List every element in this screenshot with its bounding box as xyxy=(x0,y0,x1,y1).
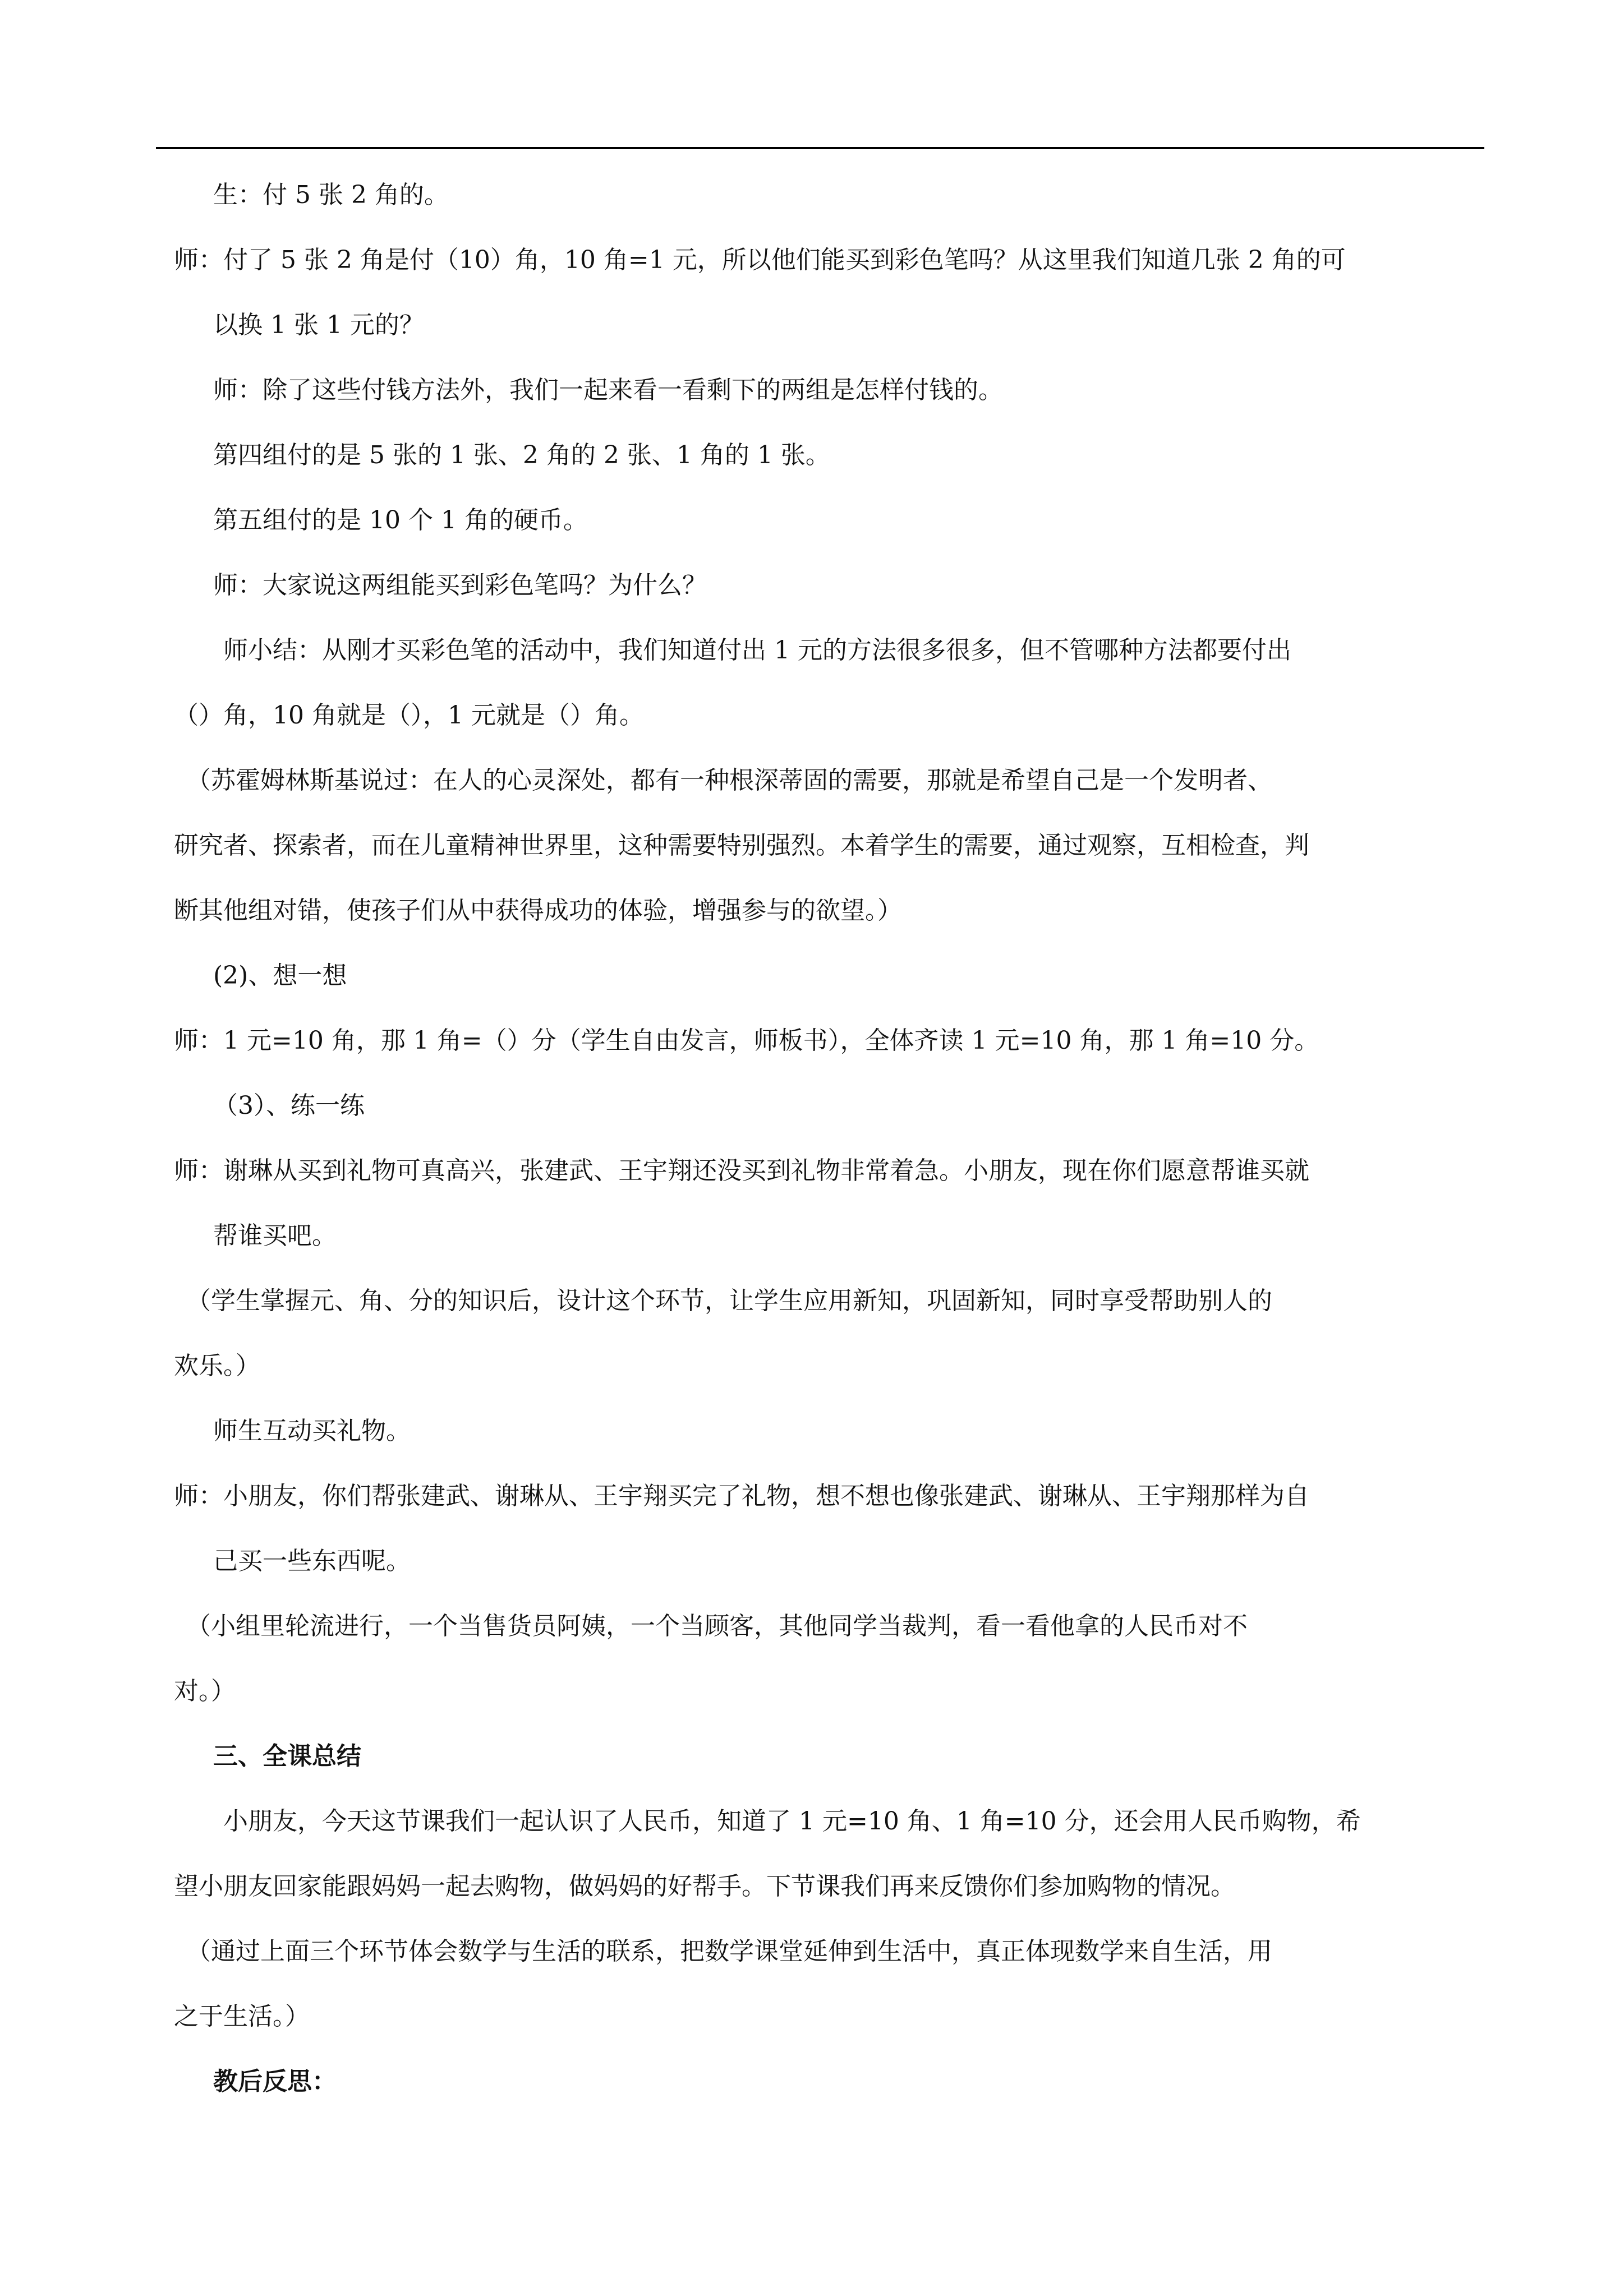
text-line: （小组里轮流进行，一个当售货员阿姨，一个当顾客，其他同学当裁判，看一看他拿的人民币对不 xyxy=(174,1612,1248,1640)
text-line: 师小结：从刚才买彩色笔的活动中，我们知道付出 1 元的方法很多很多，但不管哪种方法都要付出 xyxy=(174,636,1291,665)
text-line: 师：谢琳从买到礼物可真高兴，张建武、王宇翔还没买到礼物非常着急。小朋友，现在你们愿意帮谁买就 xyxy=(174,1156,1309,1185)
paragraph xyxy=(174,488,1484,553)
text-line: 师：1 元=10 角，那 1 角=（）分（学生自由发言，师板书），全体齐读 1 元=10 角，那 1 角=10 分。 xyxy=(174,1026,1319,1055)
text-line: 断其他组对错，使孩子们从中获得成功的体验，增强参与的欲望。） xyxy=(174,896,902,925)
text-line: 师生互动买礼物。 xyxy=(213,1417,411,1445)
paragraph xyxy=(174,423,1484,488)
text-line: 欢乐。） xyxy=(174,1352,260,1380)
paragraph xyxy=(174,618,1484,748)
text-line: 第五组付的是 10 个 1 角的硬币。 xyxy=(213,506,588,534)
paragraph xyxy=(174,748,1484,943)
paragraph xyxy=(174,163,1484,228)
paragraph xyxy=(174,1269,1484,1399)
text-line: （通过上面三个环节体会数学与生活的联系，把数学课堂延伸到生活中，真正体现数学来自生活，用 xyxy=(174,1937,1272,1966)
document-body xyxy=(174,163,1484,2114)
section-heading xyxy=(174,2049,1484,2114)
text-line: 以换 1 张 1 元的？ xyxy=(213,311,424,339)
paragraph xyxy=(174,1594,1484,1724)
text-line: 师：付了 5 张 2 角是付（10）角，10 角=1 元，所以他们能买到彩色笔吗？从这里我们知道几张 2 角的可 xyxy=(174,246,1346,274)
paragraph xyxy=(174,1399,1484,1464)
text-line: 师：小朋友，你们帮张建武、谢琳从、王宇翔买完了礼物，想不想也像张建武、谢琳从、王宇翔那样为自 xyxy=(174,1482,1309,1510)
paragraph xyxy=(174,1008,1484,1073)
text-line: 帮谁买吧。 xyxy=(213,1221,337,1250)
text-line: （苏霍姆林斯基说过：在人的心灵深处，都有一种根深蒂固的需要，那就是希望自己是一个发明者、 xyxy=(174,766,1272,795)
paragraph xyxy=(174,1138,1484,1269)
paragraph xyxy=(174,1789,1484,1919)
header-rule xyxy=(156,147,1484,149)
text-line: 之于生活。） xyxy=(174,2002,310,2031)
section-heading xyxy=(174,1724,1484,1789)
text-line: （）角，10 角就是（），1 元就是（）角。 xyxy=(174,701,644,730)
paragraph xyxy=(174,1919,1484,2049)
paragraph xyxy=(174,1464,1484,1594)
text-line: 生：付 5 张 2 角的。 xyxy=(213,181,449,209)
paragraph xyxy=(174,1073,1484,1138)
paragraph xyxy=(174,228,1484,358)
text-line: （学生掌握元、角、分的知识后，设计这个环节，让学生应用新知，巩固新知，同时享受帮助别人的 xyxy=(174,1287,1272,1315)
text-line: 望小朋友回家能跟妈妈一起去购物，做妈妈的好帮手。下节课我们再来反馈你们参加购物的情况。 xyxy=(174,1872,1235,1901)
text-line: 师：大家说这两组能买到彩色笔吗？为什么？ xyxy=(213,571,707,600)
text-line: 第四组付的是 5 张的 1 张、2 角的 2 张、1 角的 1 张。 xyxy=(213,441,830,469)
text-line: (2)、想一想 xyxy=(213,961,347,990)
text-line: 对。） xyxy=(174,1677,236,1705)
paragraph xyxy=(174,943,1484,1008)
heading-text: 教后反思： xyxy=(213,2067,337,2096)
paragraph xyxy=(174,358,1484,423)
text-line: 师：除了这些付钱方法外，我们一起来看一看剩下的两组是怎样付钱的。 xyxy=(213,376,1003,404)
heading-text: 三、全课总结 xyxy=(213,1742,361,1771)
text-line: 研究者、探索者，而在儿童精神世界里，这种需要特别强烈。本着学生的需要，通过观察，互相检查，判 xyxy=(174,831,1309,860)
paragraph xyxy=(174,553,1484,618)
text-line: （3）、练一练 xyxy=(213,1091,365,1120)
text-line: 小朋友，今天这节课我们一起认识了人民币，知道了 1 元=10 角、1 角=10 分，还会用人民币购物，希 xyxy=(174,1807,1361,1836)
text-line: 己买一些东西呢。 xyxy=(213,1547,411,1575)
